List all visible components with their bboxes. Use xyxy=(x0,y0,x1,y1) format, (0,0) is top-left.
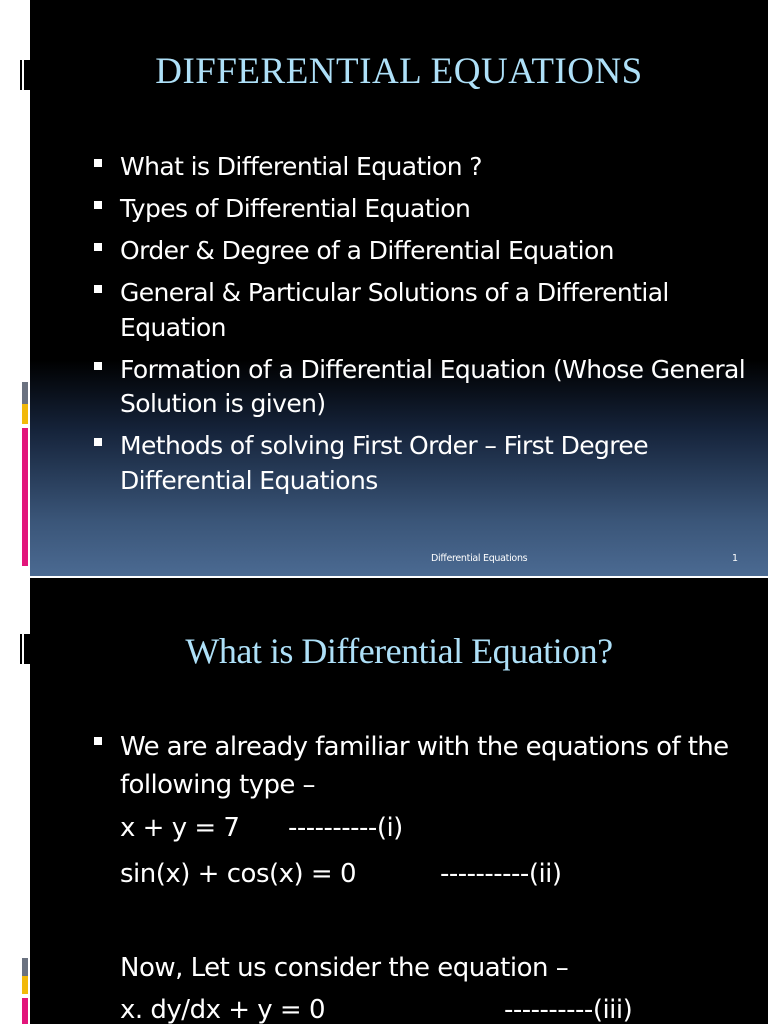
equation-3 xyxy=(94,992,754,1024)
equation-text: x. dy/dx + y = 0 xyxy=(120,995,326,1024)
bullet-item: General & Particular Solutions of a Differential Equation xyxy=(94,276,754,345)
square-bullet-icon xyxy=(94,159,102,167)
bullet-item: Order & Degree of a Differential Equation xyxy=(94,234,754,269)
slide2-accent-gray xyxy=(22,958,28,976)
slide-2 xyxy=(30,578,768,1024)
slide2-accent-pink xyxy=(22,998,28,1024)
equation-text: sin(x) + cos(x) = 0 xyxy=(120,859,357,889)
equation-ref: ----------(ii) xyxy=(440,859,562,889)
slide-number: 1 xyxy=(732,553,739,564)
square-bullet-icon xyxy=(94,438,102,446)
equation-1 xyxy=(94,810,754,858)
slide-1 xyxy=(30,0,768,576)
square-bullet-icon xyxy=(94,362,102,370)
slide1-accent-pink xyxy=(22,428,28,566)
slide2-bullet-list xyxy=(94,728,754,804)
text-line xyxy=(94,950,754,998)
slide2-corner-mark xyxy=(19,634,30,664)
slide2-body xyxy=(94,728,754,1024)
bullet-item: Formation of a Differential Equation (Whose General Solution is given) xyxy=(94,353,754,422)
bullet-item: We are already familiar with the equations of the following type – xyxy=(94,728,754,804)
slide1-corner-mark xyxy=(19,60,30,90)
slide1-title: DIFFERENTIAL EQUATIONS xyxy=(155,51,643,92)
bullet-item: Methods of solving First Order – First Degree Differential Equations xyxy=(94,429,754,498)
slide-footer: Differential Equations xyxy=(431,553,528,564)
slide1-accent-yellow xyxy=(22,404,28,424)
square-bullet-icon xyxy=(94,285,102,293)
slide2-accent-yellow xyxy=(22,976,28,994)
square-bullet-icon xyxy=(94,243,102,251)
equation-ref: ----------(iii) xyxy=(504,995,633,1024)
equation-2 xyxy=(94,856,754,904)
square-bullet-icon xyxy=(94,737,102,745)
paragraph-text: Now, Let us consider the equation – xyxy=(120,953,569,983)
bullet-item: What is Differential Equation ? xyxy=(94,150,754,185)
slide2-title: What is Differential Equation? xyxy=(185,631,613,671)
slide1-accent-gray xyxy=(22,382,28,404)
equation-ref: ----------(i) xyxy=(288,813,403,843)
square-bullet-icon xyxy=(94,201,102,209)
equation-text: x + y = 7 xyxy=(120,813,240,843)
bullet-item: Types of Differential Equation xyxy=(94,192,754,227)
slide1-bullet-list xyxy=(94,150,754,506)
